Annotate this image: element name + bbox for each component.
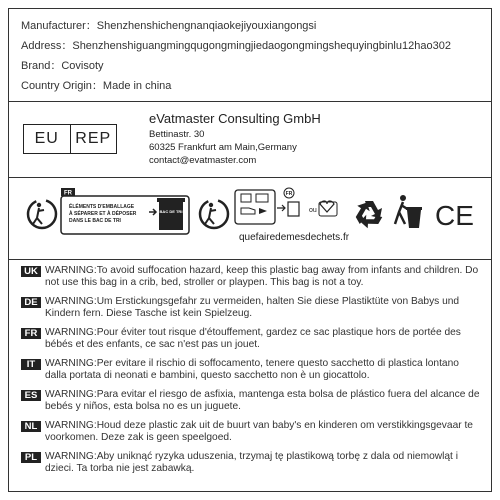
warning-row bbox=[21, 451, 491, 475]
country-origin-line: Country Origin：Made in china bbox=[21, 80, 172, 92]
sorting-instructions-box bbox=[235, 188, 337, 224]
language-code-badge: UK bbox=[21, 266, 41, 277]
warning-text: WARNING:Per evitare il rischio di soffocamento, tenere questo sacchetto di plastica lontano dalla portata di neonati e bambini, questo sacchetto non è un giocattolo. bbox=[45, 358, 459, 381]
eu-rep-details bbox=[149, 110, 321, 167]
triman-line-1: ÉLÉMENTS D'EMBALLAGE bbox=[69, 204, 135, 210]
warning-text: WARNING:Pour éviter tout risque d'étouffement, gardez ce sac plastique hors de portée des bébés et des enfants, ce sac n'est pas un jouet. bbox=[45, 327, 461, 350]
collection-box-icon bbox=[288, 202, 299, 216]
rep-company-name: eVatmaster Consulting GmbH bbox=[149, 111, 321, 126]
heart-donation-icon bbox=[320, 201, 334, 212]
rep-email: contact@evatmaster.com bbox=[149, 155, 257, 166]
bac-label: BAC DE TRI bbox=[159, 209, 183, 214]
address-line: Address：Shenzhenshiguangmingqugongmingjiedaogongmingshequyingbinlu12hao302 bbox=[21, 40, 451, 52]
triman-icon-2 bbox=[200, 200, 228, 228]
triman-info-box bbox=[61, 196, 189, 234]
triman-line-3: DANS LE BAC DE TRI bbox=[69, 218, 121, 224]
warning-row bbox=[21, 389, 491, 413]
warning-text: WARNING:To avoid suffocation hazard, keep this plastic bag away from infants and children. Do not use this bag in a crib, bed, stroller or playpen. This bag is not a toy. bbox=[45, 265, 479, 288]
manufacturer-info-section bbox=[9, 9, 491, 102]
warning-row bbox=[21, 420, 491, 444]
shirt-icon bbox=[241, 194, 251, 202]
language-code-badge: FR bbox=[21, 328, 41, 339]
triman-line-2: À SÉPARER ET À DÉPOSER bbox=[69, 211, 137, 217]
shoe-icon bbox=[241, 208, 255, 214]
eu-text: EU bbox=[24, 125, 71, 153]
warning-row bbox=[21, 327, 491, 351]
warning-text: WARNING:Aby uniknąć ryzyka uduszenia, trzymaj tę plastikową torbę z dala od niemowląt i dzieci. Ta torba nie jest zabawką. bbox=[45, 451, 458, 474]
eu-rep-section bbox=[9, 102, 491, 178]
language-code-badge: ES bbox=[21, 390, 41, 401]
sorting-bin-icon bbox=[157, 198, 185, 230]
language-code-badge: DE bbox=[21, 297, 41, 308]
recycle-icon bbox=[351, 201, 382, 232]
product-label bbox=[8, 8, 492, 492]
arrow-icon bbox=[259, 208, 267, 214]
manufacturer-line: Manufacturer：Shenzhenshichengnanqiaokejiyouxiangongsi bbox=[21, 20, 317, 32]
website-link[interactable]: quefairedemesdechets.fr bbox=[239, 232, 350, 243]
warning-text: WARNING:Para evitar el riesgo de asfixia, mantenga esta bolsa de plástico fuera del alcance de bebés y niños, esta bolsa no es un juguete. bbox=[45, 389, 480, 412]
rep-city: 60325 Frankfurt am Main,Germany bbox=[149, 142, 297, 153]
rep-street: Bettinastr. 30 bbox=[149, 129, 205, 140]
warning-row bbox=[21, 265, 491, 289]
warning-text: WARNING:Houd deze plastic zak uit de buurt van baby's en kinderen om verstikkingsgevaar te voorkomen. Deze zak is geen speelgoed. bbox=[45, 420, 473, 443]
warning-row bbox=[21, 296, 491, 320]
linen-icon bbox=[256, 194, 268, 202]
warnings-section bbox=[9, 260, 491, 492]
language-code-badge: IT bbox=[21, 359, 41, 370]
recycling-icons-section bbox=[9, 178, 491, 260]
language-code-badge: NL bbox=[21, 421, 41, 432]
fr-badge bbox=[61, 188, 75, 197]
tidyman-icon bbox=[395, 195, 422, 228]
triman-icon bbox=[28, 200, 56, 228]
language-code-badge: PL bbox=[21, 452, 41, 463]
fr-badge-2-text: FR bbox=[285, 191, 293, 197]
icons-svg bbox=[9, 178, 491, 260]
ce-mark-icon: CE bbox=[435, 200, 474, 231]
fr-badge-text: FR bbox=[64, 190, 72, 197]
warning-row bbox=[21, 358, 491, 382]
warning-text: WARNING:Um Erstickungsgefahr zu vermeiden, halten Sie diese Plastiktüte von Babys und Kindern fern. Diese Tasche ist kein Spielzeug. bbox=[45, 296, 460, 319]
rep-text: REP bbox=[75, 130, 112, 147]
brand-line: Brand：Covisoty bbox=[21, 60, 104, 72]
ou-text: ou bbox=[309, 207, 317, 214]
eu-rep-badge bbox=[23, 124, 117, 154]
